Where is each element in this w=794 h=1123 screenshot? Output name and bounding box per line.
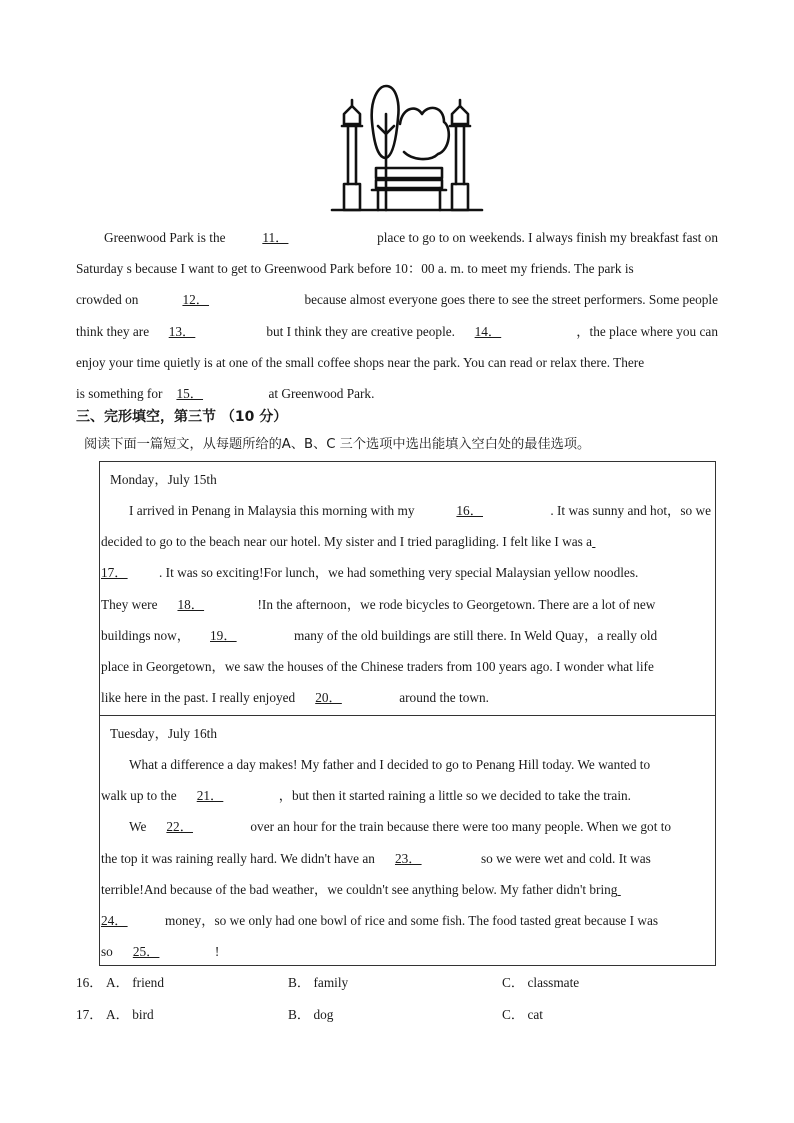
blank-20[interactable]: 20． xyxy=(315,690,342,706)
text: place to go to on weekends. I always finish my breakfast fast on xyxy=(377,230,718,245)
option-a[interactable]: A． friend xyxy=(106,975,164,990)
passage-greenwood-park xyxy=(76,222,718,409)
blank-16[interactable]: 16． xyxy=(456,503,483,518)
passage-line xyxy=(101,495,711,526)
diary-divider xyxy=(100,715,715,716)
option-a[interactable]: A． bird xyxy=(106,1007,154,1022)
text: at Greenwood Park. xyxy=(268,385,375,401)
passage-line xyxy=(101,526,711,557)
blank-18[interactable]: 18． xyxy=(177,596,205,612)
section-instruction: 阅读下面一篇短文，从每题所给的A、B、C 三个选项中选出能填入空白处的最佳选项。 xyxy=(84,437,591,452)
passage-line xyxy=(101,843,711,874)
text: many of the old buildings are still there. In Weld Quay，a really old xyxy=(294,627,658,643)
blank-14[interactable]: 14． xyxy=(474,323,502,339)
text: I arrived in Penang in Malaysia this morning with my xyxy=(129,503,415,518)
passage-line xyxy=(101,811,711,842)
text: think they are xyxy=(76,323,150,339)
text: over an hour for the train because there were too many people. When we got to xyxy=(250,819,672,835)
text: ，the place where you can xyxy=(576,323,718,339)
passage-line xyxy=(101,651,711,682)
blank-17-lead xyxy=(592,526,614,557)
passage-line xyxy=(101,905,711,936)
blank-17[interactable]: 17． xyxy=(101,565,128,581)
text: buildings now， xyxy=(101,627,191,643)
blank-13[interactable]: 13． xyxy=(168,323,196,339)
passage-line xyxy=(101,682,711,713)
answer-options xyxy=(76,971,716,1035)
text: They were xyxy=(101,596,158,612)
text: crowded on xyxy=(76,292,139,308)
section-title: 三、完形填空，第三节 （10 分） xyxy=(76,409,288,425)
text: enjoy your time quietly is at one of the small coffee shops near the park. You can read or relax there. There xyxy=(76,354,645,370)
text: Saturday s because I want to get to Greenwood Park before 10：00 a. m. to meet my friends. The park is xyxy=(76,261,634,277)
text: place in Georgetown，we saw the houses of the Chinese traders from 100 years ago. I wonder what life xyxy=(101,658,654,674)
diary-box xyxy=(99,461,716,966)
blank-12[interactable]: 12． xyxy=(182,292,210,308)
text: is something for xyxy=(76,385,163,401)
text: because almost everyone goes there to see the street performers. Some people xyxy=(304,292,718,308)
text: What a difference a day makes! My father and I decided to go to Penang Hill today. We wanted to xyxy=(129,757,651,772)
blank-11[interactable]: 11． xyxy=(262,230,289,245)
passage-line xyxy=(101,620,711,651)
diary-monday xyxy=(101,464,711,713)
question-row xyxy=(76,971,716,1003)
blank-21[interactable]: 21． xyxy=(196,788,224,804)
text: like here in the past. I really enjoyed xyxy=(101,690,296,706)
passage-line xyxy=(76,222,718,253)
option-b[interactable]: B． dog xyxy=(288,1007,334,1022)
passage-line xyxy=(101,589,711,620)
text: ! xyxy=(214,944,220,960)
blank-23[interactable]: 23． xyxy=(394,850,422,866)
question-row xyxy=(76,1003,716,1035)
blank-19[interactable]: 19． xyxy=(210,627,237,643)
text: so we were wet and cold. It was xyxy=(480,850,651,866)
text: ，but then it started raining a little so we decided to take the train. xyxy=(278,788,631,804)
question-number: 17． xyxy=(76,1007,103,1022)
option-c[interactable]: C． classmate xyxy=(502,975,580,990)
blank-22[interactable]: 22． xyxy=(166,819,193,835)
passage-line xyxy=(101,874,711,905)
text: the top it was raining really hard. We didn't have an xyxy=(101,850,375,866)
text: around the town. xyxy=(399,690,489,706)
text: so xyxy=(101,944,113,960)
question-number: 16． xyxy=(76,975,103,990)
text: decided to go to the beach near our hotel. My sister and I tried paragliding. I felt like I was a xyxy=(101,534,593,550)
passage-line xyxy=(76,253,718,284)
passage-line xyxy=(101,557,711,588)
blank-24[interactable]: 24． xyxy=(101,912,128,928)
passage-line xyxy=(76,378,718,409)
passage-line xyxy=(101,780,711,811)
diary-date-monday: Monday，July 15th xyxy=(110,472,217,487)
text: Greenwood Park is the xyxy=(104,230,226,245)
passage-line xyxy=(101,749,711,780)
park-illustration-icon xyxy=(330,84,484,212)
passage-line xyxy=(76,347,718,378)
text: We xyxy=(129,819,147,835)
text: . It was so exciting!For lunch，we had something very special Malaysian yellow noodles. xyxy=(159,565,639,581)
text: money，so we only had one bowl of rice and some fish. The food tasted great because I was xyxy=(165,912,659,928)
text: but I think they are creative people. xyxy=(266,323,455,339)
option-b[interactable]: B． family xyxy=(288,975,349,990)
option-c[interactable]: C． cat xyxy=(502,1007,543,1022)
text: walk up to the xyxy=(101,788,177,804)
blank-24-lead xyxy=(617,874,639,905)
blank-15[interactable]: 15． xyxy=(176,385,204,401)
diary-tuesday xyxy=(101,718,711,967)
text: !In the afternoon，we rode bicycles to Georgetown. There are a lot of new xyxy=(257,596,656,612)
blank-25[interactable]: 25． xyxy=(132,944,160,960)
diary-date-tuesday: Tuesday，July 16th xyxy=(110,726,218,741)
passage-line xyxy=(76,316,718,347)
text: . It was sunny and hot，so we xyxy=(550,503,711,518)
passage-line xyxy=(101,936,711,967)
passage-line xyxy=(76,284,718,315)
text: terrible!And because of the bad weather，we couldn't see anything below. My father didn't bring xyxy=(101,881,618,897)
